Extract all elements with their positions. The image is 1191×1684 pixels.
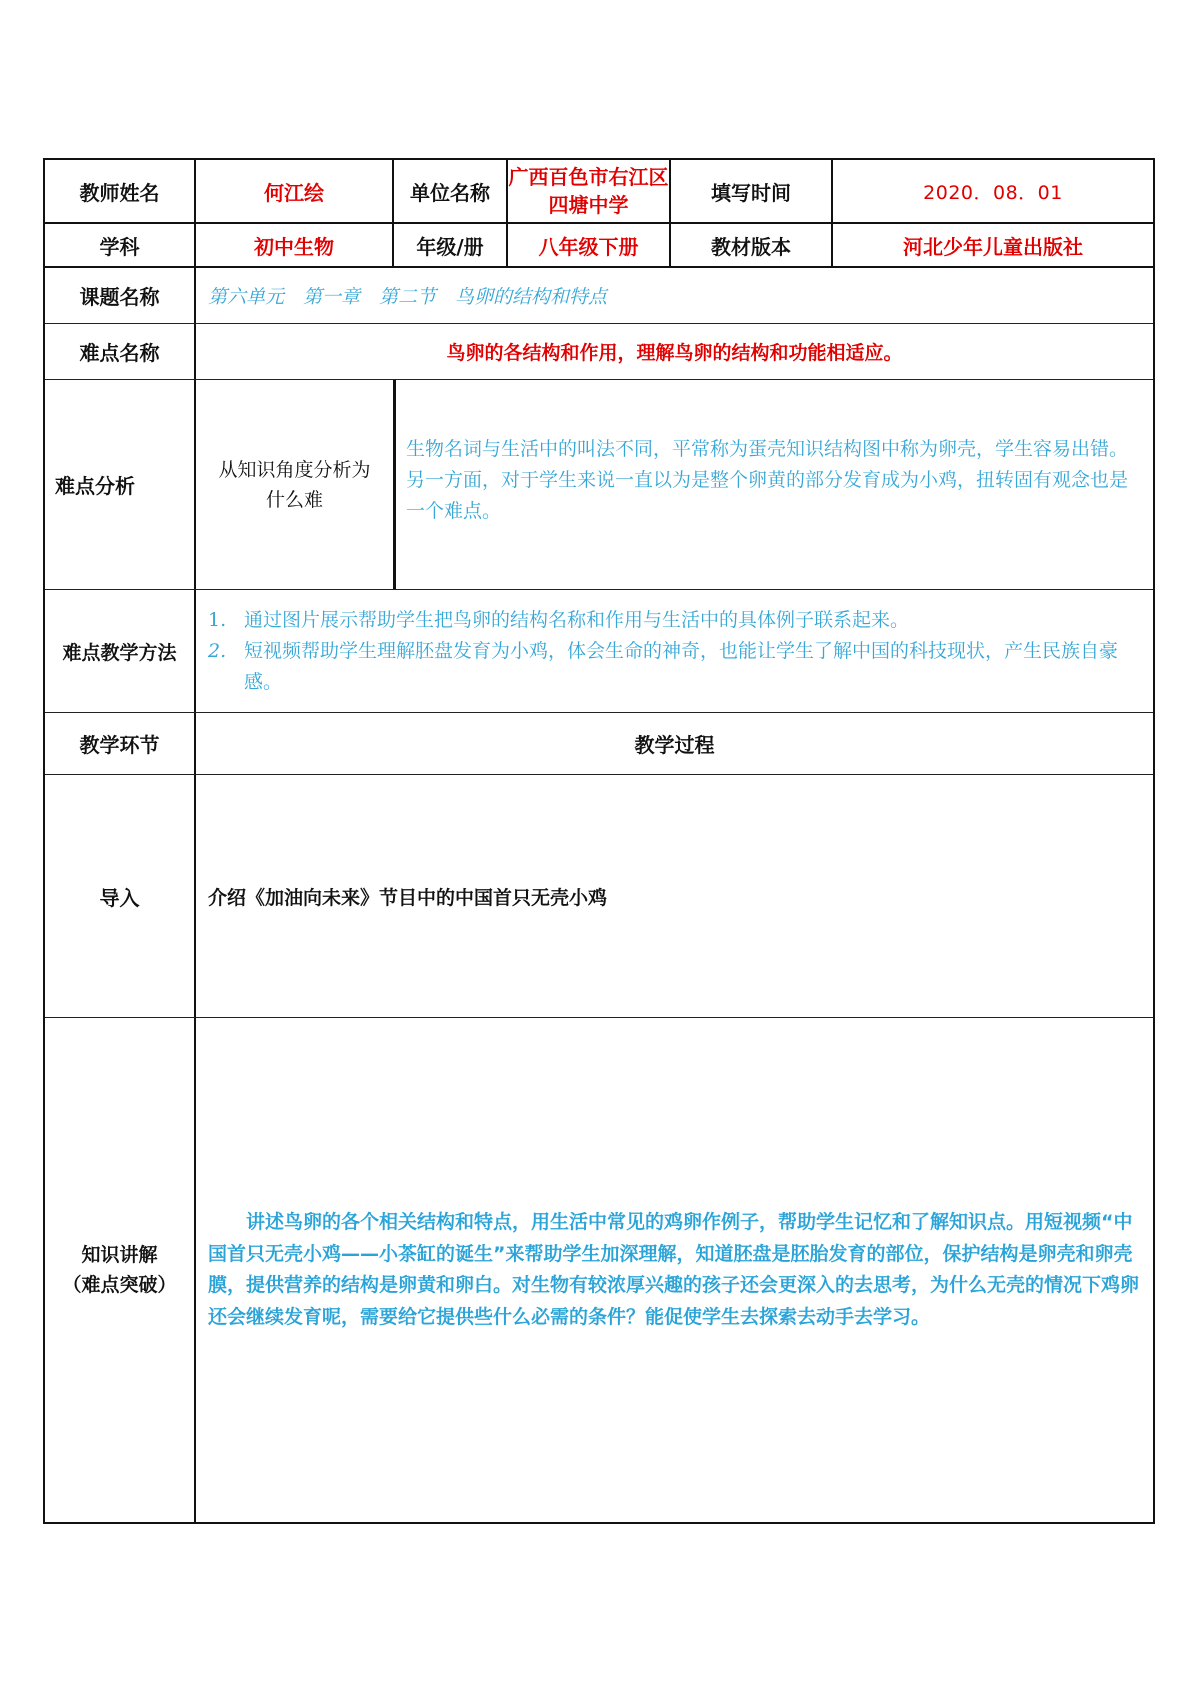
grade-value: 八年级下册 [506,224,669,266]
subject-label: 学科 [99,234,140,259]
unit-name-line1: 广西百色市右江区 [508,165,669,189]
methods-list [194,590,1153,712]
method-item-num: 2. [208,639,227,662]
row-knowledge [45,1018,1153,1522]
difficulty-label: 难点名称 [79,341,160,365]
analysis-sub-label-line1: 从知识角度分析为 [218,458,371,481]
difficulty-value: 鸟卵的各结构和作用，理解鸟卵的结构和功能相适应。 [194,324,1153,379]
topic-label: 课题名称 [79,285,160,309]
method-item-num: 1. [208,608,227,631]
methods-label: 难点教学方法 [62,641,177,664]
grade-label: 年级/册 [392,224,506,266]
intro-text: 介绍《加油向未来》节目中的中国首只无壳小鸡 [194,775,1153,1017]
knowledge-text [194,1018,1153,1522]
method-item-text: 通过图片展示帮助学生把鸟卵的结构名称和作用与生活中的具体例子联系起来。 [244,608,910,631]
teacher-name: 何江绘 [194,160,392,222]
knowledge-label-line2: （难点突破） [62,1274,177,1296]
analysis-sub-label-line2: 什么难 [265,488,323,511]
method-item-text: 短视频帮助学生理解胚盘发育为小鸡，体会生命的神奇，也能让学生了解中国的科技现状，产生民族自豪感。 [244,639,1119,693]
method-item-1 [208,605,1141,636]
unit-name-line2: 四塘中学 [548,193,629,217]
edition-value: 河北少年儿童出版社 [831,224,1153,266]
date-label: 填写时间 [669,160,831,222]
topic-value: 第六单元 第一章 第二节 鸟卵的结构和特点 [194,268,1153,323]
process-label: 教学过程 [194,713,1153,774]
lesson-plan-table [43,158,1155,1524]
unit-name [506,160,669,222]
row-difficulty [45,324,1153,380]
edition-label: 教材版本 [669,224,831,266]
date-value: 2020．08．01 [831,160,1153,222]
row-subject [45,224,1153,268]
analysis-label: 难点分析 [55,474,135,498]
row-analysis [45,380,1153,590]
intro-label: 导入 [99,885,140,910]
row-methods [45,590,1153,713]
process-stage-label: 教学环节 [79,733,160,757]
subject-value: 初中生物 [194,224,392,266]
unit-label: 单位名称 [392,160,506,222]
analysis-sub-label [194,380,393,589]
analysis-text-content: 生物名词与生活中的叫法不同，平常称为蛋壳知识结构图中称为卵壳，学生容易出错。另一方面，对于学生来说一直以为是整个卵黄的部分发育成为小鸡，扭转固有观念也是一个难点。 [406,438,1129,522]
row-process-header [45,713,1153,775]
row-topic [45,268,1153,324]
row-intro [45,775,1153,1018]
knowledge-label-line1: 知识讲解 [81,1244,158,1266]
row-teacher [45,160,1153,224]
method-item-2 [208,636,1141,698]
teacher-label: 教师姓名 [79,180,160,205]
knowledge-label [45,1018,194,1522]
analysis-text [393,380,1153,589]
knowledge-paragraph: 讲述鸟卵的各个相关结构和特点，用生活中常见的鸡卵作例子，帮助学生记忆和了解知识点。用短视频“中国首只无壳小鸡——小茶缸的诞生”来帮助学生加深理解，知道胚盘是胚胎发育的部位，保护结构是卵壳和卵壳膜，提供营养的结构是卵黄和卵白。对生物有较浓厚兴趣的孩子还会更深入的去思考，为什么无壳的情况下鸡卵还会继续发育呢，需要给它提供些什么必需的条件？能促使学生去探索去动手去学习。 [208,1211,1140,1328]
